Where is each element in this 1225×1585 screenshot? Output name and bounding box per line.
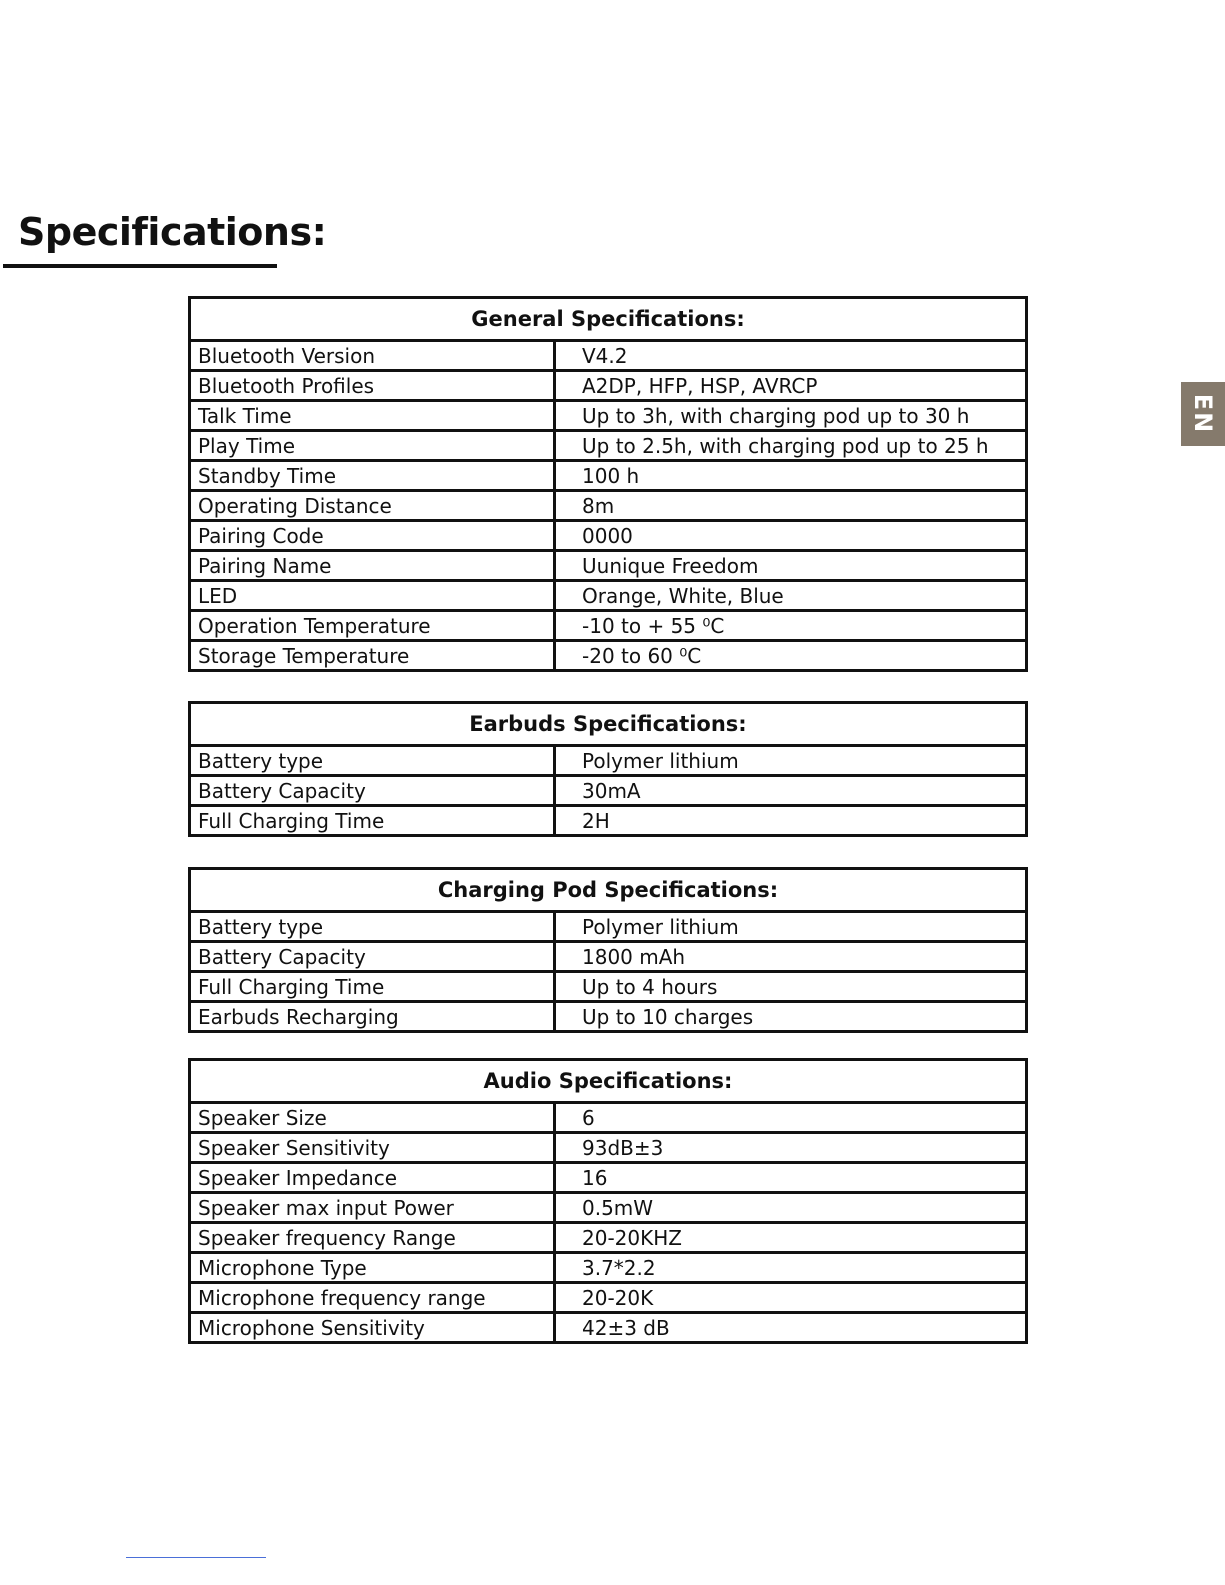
spec-label: Battery type — [191, 747, 556, 774]
spec-label: Battery Capacity — [191, 777, 556, 804]
language-tab[interactable] — [1181, 382, 1225, 446]
spec-label: Operation Temperature — [191, 612, 556, 639]
spec-value: A2DP, HFP, HSP, AVRCP — [582, 373, 818, 398]
footer-link-line[interactable] — [126, 1557, 266, 1558]
spec-value: Up to 4 hours — [582, 974, 718, 999]
spec-value: 2H — [582, 808, 610, 833]
table-row — [191, 1224, 1025, 1254]
table-row — [191, 492, 1025, 522]
general-specifications-table — [188, 296, 1028, 672]
table-row — [191, 1164, 1025, 1194]
spec-value: 0000 — [582, 523, 633, 548]
table-row — [191, 913, 1025, 943]
table-row — [191, 1284, 1025, 1314]
spec-label: Talk Time — [191, 402, 556, 429]
table-row — [191, 342, 1025, 372]
spec-label: Operating Distance — [191, 492, 556, 519]
table-row — [191, 777, 1025, 807]
spec-value: 6 — [582, 1105, 595, 1130]
table-row — [191, 612, 1025, 642]
heading-underline — [3, 264, 277, 268]
table-row — [191, 1003, 1025, 1030]
spec-label: Play Time — [191, 432, 556, 459]
spec-value: Up to 10 charges — [582, 1004, 754, 1029]
spec-value: Up to 3h, with charging pod up to 30 h — [582, 403, 970, 428]
spec-label: Earbuds Recharging — [191, 1003, 556, 1030]
table-row — [191, 1254, 1025, 1284]
table-row — [191, 582, 1025, 612]
spec-label: LED — [191, 582, 556, 609]
spec-label: Battery Capacity — [191, 943, 556, 970]
table-row — [191, 372, 1025, 402]
table-title: Earbuds Specifications: — [191, 704, 1025, 747]
language-tab-label: EN — [1188, 393, 1217, 435]
spec-value: V4.2 — [582, 343, 628, 368]
spec-value: Up to 2.5h, with charging pod up to 25 h — [582, 433, 989, 458]
spec-label: Bluetooth Profiles — [191, 372, 556, 399]
table-row — [191, 747, 1025, 777]
spec-label: Speaker Impedance — [191, 1164, 556, 1191]
table-row — [191, 973, 1025, 1003]
spec-label: Pairing Code — [191, 522, 556, 549]
spec-label: Microphone frequency range — [191, 1284, 556, 1311]
table-title: Charging Pod Specifications: — [191, 870, 1025, 913]
spec-label: Speaker Sensitivity — [191, 1134, 556, 1161]
page-title: Specifications: — [18, 210, 327, 254]
table-row — [191, 1134, 1025, 1164]
spec-label: Full Charging Time — [191, 807, 556, 834]
spec-value: Orange, White, Blue — [582, 583, 784, 608]
spec-value: 20-20KHZ — [582, 1225, 682, 1250]
spec-label: Speaker Size — [191, 1104, 556, 1131]
table-row — [191, 432, 1025, 462]
spec-label: Pairing Name — [191, 552, 556, 579]
table-row — [191, 1314, 1025, 1341]
table-row — [191, 522, 1025, 552]
spec-label: Microphone Type — [191, 1254, 556, 1281]
spec-label: Speaker max input Power — [191, 1194, 556, 1221]
spec-value: 100 h — [582, 463, 640, 488]
table-row — [191, 642, 1025, 669]
spec-value: 3.7*2.2 — [582, 1255, 656, 1280]
spec-value: 42±3 dB — [582, 1315, 670, 1340]
spec-label: Bluetooth Version — [191, 342, 556, 369]
spec-value: 0.5mW — [582, 1195, 654, 1220]
table-row — [191, 807, 1025, 834]
spec-value: Polymer lithium — [582, 914, 739, 939]
spec-label: Battery type — [191, 913, 556, 940]
spec-value: 30mA — [582, 778, 641, 803]
spec-label: Storage Temperature — [191, 642, 556, 669]
table-title: Audio Specifications: — [191, 1061, 1025, 1104]
spec-value: 93dB±3 — [582, 1135, 664, 1160]
table-row — [191, 943, 1025, 973]
spec-value: 1800 mAh — [582, 944, 686, 969]
spec-label: Microphone Sensitivity — [191, 1314, 556, 1341]
spec-label: Full Charging Time — [191, 973, 556, 1000]
spec-value: 8m — [582, 493, 615, 518]
table-row — [191, 552, 1025, 582]
spec-value: -20 to 60 ⁰C — [582, 643, 702, 668]
earbuds-specifications-table — [188, 701, 1028, 837]
spec-value: Uunique Freedom — [582, 553, 759, 578]
spec-value: Polymer lithium — [582, 748, 739, 773]
spec-label: Standby Time — [191, 462, 556, 489]
spec-label: Speaker frequency Range — [191, 1224, 556, 1251]
table-row — [191, 1104, 1025, 1134]
spec-value: -10 to + 55 ⁰C — [582, 613, 725, 638]
table-row — [191, 402, 1025, 432]
spec-value: 16 — [582, 1165, 608, 1190]
audio-specifications-table — [188, 1058, 1028, 1344]
table-row — [191, 462, 1025, 492]
charging-pod-specifications-table — [188, 867, 1028, 1033]
spec-value: 20-20K — [582, 1285, 654, 1310]
table-title: General Specifications: — [191, 299, 1025, 342]
table-row — [191, 1194, 1025, 1224]
